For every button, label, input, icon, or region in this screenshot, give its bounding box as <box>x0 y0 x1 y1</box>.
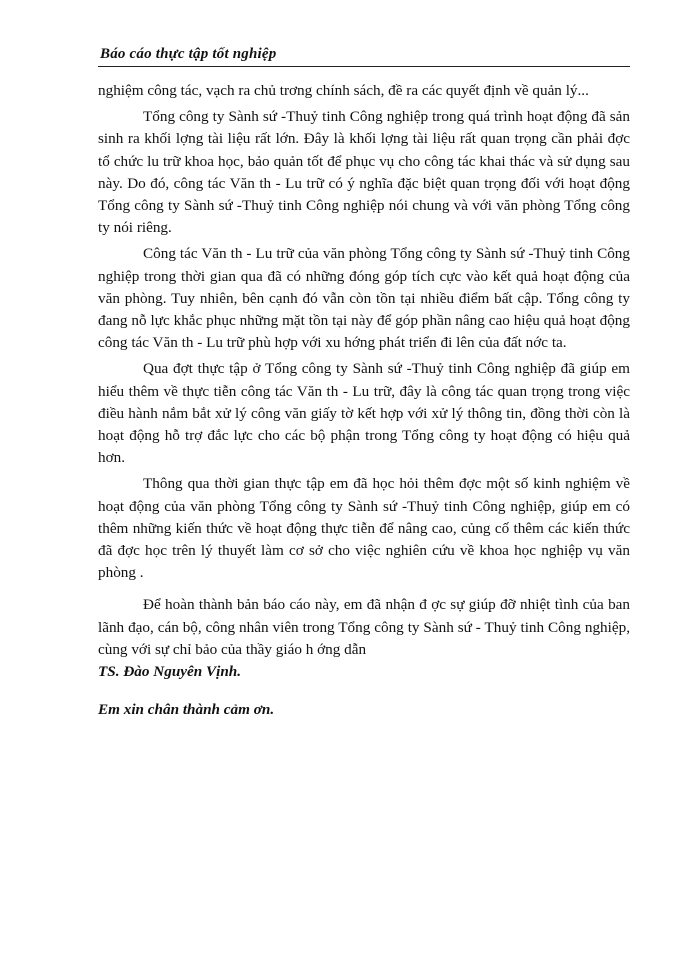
closing-line: Em xin chân thành cảm ơn. <box>98 701 275 719</box>
header-title: Báo cáo thực tập tốt nghiệp <box>100 46 277 62</box>
page-header <box>98 42 630 67</box>
paragraph-5: Thông qua thời gian thực tập em đã học hỏi thêm đợc một số kinh nghiệm về hoạt động của văn phòng Tổng công ty Sành sứ -Thuỷ tinh Công nghiệp, giúp em có thêm những kiến thức về hoạt động thực tiễn để nâng cao, củng cố thêm các kiến thức đã đợc học trên lý thuyết làm cơ sở cho việc nghiên cứu về khoa học nghiệp vụ văn phòng . <box>98 475 630 582</box>
paragraph-4: Qua đợt thực tập ở Tổng công ty Sành sứ -Thuỷ tinh Công nghiệp đã giúp em hiểu thêm về thực tiễn công tác Văn th - Lu trữ, đây là công tác quan trọng trong việc điều hành nắm bắt xử lý công văn giấy tờ kết hợp với xử lý thông tin, đồng thời còn là hoạt động hỗ trợ đắc lực cho các bộ phận trong Tổng công ty hoạt động có hiệu quả hơn. <box>98 360 630 467</box>
paragraph-2: Tổng công ty Sành sứ -Thuỷ tinh Công nghiệp trong quá trình hoạt động đã sản sinh ra khối lợng tài liệu rất lớn. Đây là khối lợng tài liệu rất quan trọng cần phải đợc tổ chức lu trữ khoa học, bảo quản tốt để phục vụ cho công tác khai thác và sử dụng sau này. Do đó, công tác Văn th - Lu trữ có ý nghĩa đặc biệt quan trọng đối với hoạt động Tổng công ty Sành sứ -Thuỷ tinh Công nghiệp nói chung và với văn phòng Tổng công ty nói riêng. <box>98 108 630 237</box>
advisor-name: TS. Đào Nguyên Vịnh. <box>98 663 242 681</box>
paragraph-6 <box>98 594 630 683</box>
paragraph-3: Công tác Văn th - Lu trữ của văn phòng Tổng công ty Sành sứ -Thuỷ tinh Công nghiệp trong thời gian qua đã có những đóng góp tích cực vào kết quả hoạt động của văn phòng. Tuy nhiên, bên cạnh đó vẫn còn tồn tại nhiều điểm bất cập. Tổng công ty đang nỗ lực khắc phục những mặt tồn tại này để góp phần nâng cao hiệu quả hoạt động công tác Văn th - Lu trữ phù hợp với xu hớng phát triển đi lên của đất nớc ta. <box>98 245 630 352</box>
document-body <box>98 80 630 721</box>
paragraph-1: nghiệm công tác, vạch ra chủ trơng chính sách, đề ra các quyết định về quản lý... <box>98 82 589 99</box>
acknowledgement-text: Để hoàn thành bản báo cáo này, em đã nhận đ ợc sự giúp đỡ nhiệt tình của ban lãnh đạo, cán bộ, công nhân viên trong Tổng công ty Sành sứ - Thuỷ tinh Công nghiệp, cùng với sự chỉ bảo của thầy giáo h ớng dẫn <box>98 596 630 658</box>
